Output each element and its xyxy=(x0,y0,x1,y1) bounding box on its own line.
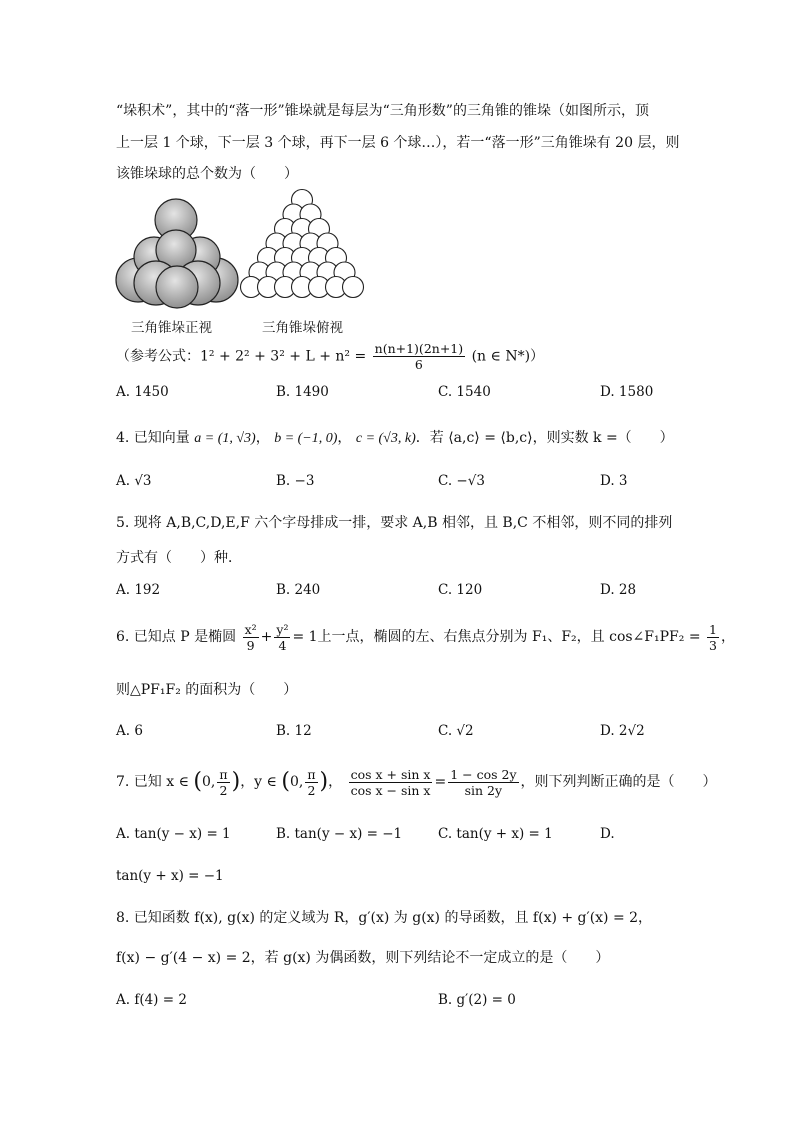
q7-option-d-continued: tan(y + x) = −1 xyxy=(116,868,224,884)
q3-option-a: A. 1450 xyxy=(116,384,169,400)
q6-option-d: D. 2√2 xyxy=(600,723,645,739)
pyramid-front-view-figure xyxy=(112,195,242,315)
q5-line-1: 5. 现将 A,B,C,D,E,F 六个字母排成一排，要求 A,B 相邻，且 B,C 不相邻，则不同的排列 xyxy=(116,515,673,531)
q6-frac-cos-den: 3 xyxy=(709,637,717,653)
q5-option-c: C. 120 xyxy=(438,582,483,598)
q7-option-d: D. xyxy=(600,826,615,842)
formula-fraction xyxy=(373,341,465,372)
q4-option-b: B. −3 xyxy=(276,473,315,489)
q3-option-d: D. 1580 xyxy=(600,384,654,400)
q7-y-intro: ，y ∈ xyxy=(240,774,277,790)
q6-option-c: C. √2 xyxy=(438,723,474,739)
q7-interval-x-num: π xyxy=(219,766,228,782)
q7-interval-y-den: 2 xyxy=(307,782,316,798)
q4-condition: ．若 ⟨a,c⟩ = ⟨b,c⟩，则实数 k =（ ） xyxy=(415,430,674,446)
q7-rhs-den: sin 2y xyxy=(464,782,503,798)
q8-option-a: A. f(4) = 2 xyxy=(116,992,187,1008)
q5-option-b: B. 240 xyxy=(276,582,321,598)
q6-intro: 6. 已知点 P 是椭圆 xyxy=(116,629,237,645)
q4-vector-c: c = (√3, k) xyxy=(355,431,416,446)
q6-frac-cos xyxy=(707,622,719,653)
formula-lhs: 1² + 2² + 3² + L + n² = xyxy=(200,348,367,365)
q7-intro: 7. 已知 x ∈ xyxy=(116,774,189,790)
formula-condition: (n ∈ N*) xyxy=(471,348,531,365)
q4-vector-a: a = (1, √3) xyxy=(194,431,256,446)
q8-option-b: B. g′(2) = 0 xyxy=(438,992,516,1008)
q8-line-1: 8. 已知函数 f(x), g(x) 的定义域为 R，g′(x) 为 g(x) 的导函数，且 f(x) + g′(x) = 2， xyxy=(116,910,653,926)
q3-line-3: 该锥垛球的总个数为（ ） xyxy=(116,166,298,182)
q4-vector-b: b = (−1, 0) xyxy=(274,431,338,446)
q7-interval-y xyxy=(305,767,317,798)
q6-option-b: B. 12 xyxy=(276,723,312,739)
q6-frac-cos-num: 1 xyxy=(709,621,717,637)
q6-condition: = 1上一点，椭圆的左、右焦点分别为 F₁、F₂，且 cos∠F₁PF₂ = xyxy=(292,629,701,645)
q7-lhs-den: cos x − sin x xyxy=(350,782,431,798)
q5-line-2: 方式有（ ）种． xyxy=(116,550,242,566)
q3-option-b: B. 1490 xyxy=(276,384,329,400)
q3-line-1: “垛积术”，其中的“落一形”锥垛就是每层为“三角形数”的三角锥的锥垛（如图所示，顶 xyxy=(116,103,649,119)
q7-rhs-num: 1 − cos 2y xyxy=(450,766,517,782)
q7-interval-x-den: 2 xyxy=(219,782,228,798)
q7-option-c: C. tan(y + x) = 1 xyxy=(438,826,553,842)
q4-option-d: D. 3 xyxy=(600,473,628,489)
formula-prefix: （参考公式： xyxy=(116,348,200,365)
q3-line-2: 上一层 1 个球，下一层 3 个球，再下一层 6 个球…），若一“落一形”三角锥垛有 20 层，则 xyxy=(116,135,680,151)
q7-option-a: A. tan(y − x) = 1 xyxy=(116,826,231,842)
q6-frac-x-den: 9 xyxy=(246,637,255,653)
q6-frac-y-num: y² xyxy=(276,621,289,637)
q6-line-2: 则△PF₁F₂ 的面积为（ ） xyxy=(116,682,298,698)
top-view-ball xyxy=(343,277,364,298)
q6-frac-x-num: x² xyxy=(244,621,257,637)
caption-top-view: 三角锥垛俯视 xyxy=(262,320,343,336)
pyramid-top-view-figure xyxy=(237,188,367,313)
q6-option-a: A. 6 xyxy=(116,723,143,739)
q6-frac-y xyxy=(274,622,290,653)
q4-intro: 4. 已知向量 xyxy=(116,430,190,446)
q7-interval-y-num: π xyxy=(307,766,316,782)
q3-reference-formula xyxy=(116,341,544,372)
q5-option-a: A. 192 xyxy=(116,582,161,598)
q7-interval-x xyxy=(217,767,229,798)
q4-option-c: C. −√3 xyxy=(438,473,485,489)
caption-front-view: 三角锥垛正视 xyxy=(131,320,212,336)
q7-question: ，则下列判断正确的是（ ） xyxy=(520,774,717,790)
q6-frac-y-den: 4 xyxy=(278,637,287,653)
q4-option-a: A. √3 xyxy=(116,473,152,489)
q5-option-d: D. 28 xyxy=(600,582,637,598)
q7-stem: 7. 已知 x ∈ (0, $\frac{\pi}{2}$ )，y ∈ (0, $\frac{\pi}{2}$ )， $\frac{\text{cos x + sin x}}{\text{cos x − sin x}}$ = $\frac{1 - \cos 2y}{\sin 2y}$ ，则下列判断正确的是（ ） xyxy=(116,766,717,798)
formula-denominator: 6 xyxy=(414,357,423,372)
q8-line-2: f(x) − g′(4 − x) = 2，若 g(x) 为偶函数，则下列结论不一定成立的是（ ） xyxy=(116,950,610,966)
q4-stem: 4. 已知向量 a = (1, √3)， b = (−1, 0)， c = (√3, k)．若 ⟨a,c⟩ = ⟨b,c⟩，则实数 k =（ ） xyxy=(116,430,674,446)
q7-lhs-fraction xyxy=(349,767,433,798)
q7-option-b: B. tan(y − x) = −1 xyxy=(276,826,403,842)
q3-option-c: C. 1540 xyxy=(438,384,491,400)
q6-stem: 6. 已知点 P 是椭圆 $\frac{\text{x²}}{9}$ + $\frac{\text{y²}}{4}$ = 1上一点，椭圆的左、右焦点分别为 F₁、F₂，且 cos∠F₁PF₂ = $\frac{1}{3}$ ， xyxy=(116,621,735,653)
formula-suffix: ） xyxy=(530,348,545,365)
formula-numerator: n(n+1)(2n+1) xyxy=(374,341,464,356)
q7-lhs-num: cos x + sin x xyxy=(350,766,431,782)
q7-rhs-fraction xyxy=(448,767,518,798)
q6-frac-x xyxy=(243,622,259,653)
